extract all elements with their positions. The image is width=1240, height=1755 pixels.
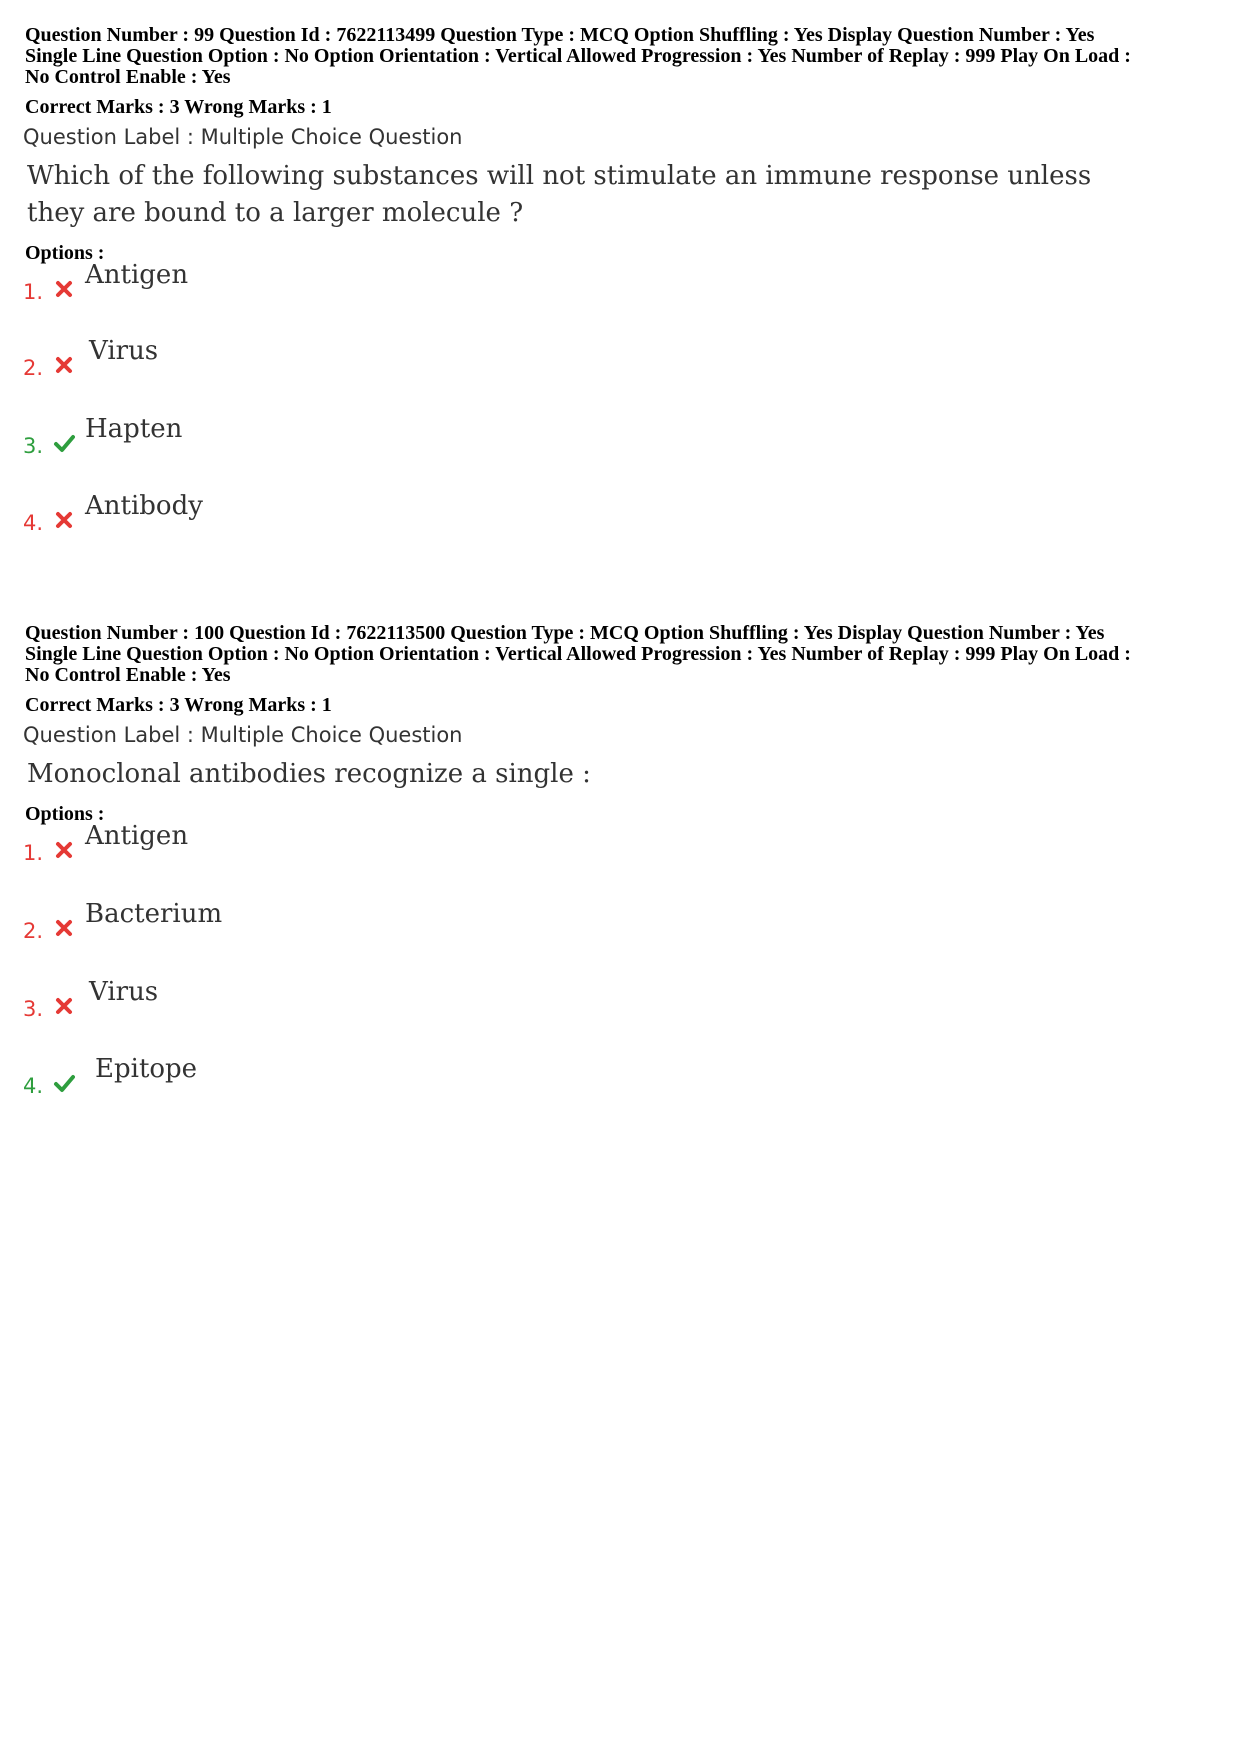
cross-icon bbox=[53, 354, 75, 376]
question-label: Question Label : Multiple Choice Question bbox=[23, 723, 463, 747]
option-text: Virus bbox=[89, 977, 159, 1007]
option-number: 1. bbox=[23, 841, 44, 865]
option-text: Epitope bbox=[95, 1054, 198, 1084]
check-icon bbox=[53, 432, 75, 454]
option-number: 2. bbox=[23, 919, 44, 943]
option-text: Antibody bbox=[85, 491, 203, 521]
option-text: Bacterium bbox=[85, 899, 223, 929]
option-number: 2. bbox=[23, 356, 44, 380]
meta-line: No Control Enable : Yes bbox=[25, 664, 231, 686]
cross-icon bbox=[53, 278, 75, 300]
meta-line: Question Number : 99 Question Id : 7622113499 Question Type : MCQ Option Shuffling : Yes Display Question Number : Yes bbox=[25, 24, 1095, 46]
marks-line: Correct Marks : 3 Wrong Marks : 1 bbox=[25, 694, 332, 716]
marks-line: Correct Marks : 3 Wrong Marks : 1 bbox=[25, 96, 332, 118]
question-text bbox=[27, 158, 1225, 232]
option-item bbox=[23, 977, 523, 1027]
cross-icon bbox=[53, 509, 75, 531]
option-number: 3. bbox=[23, 997, 44, 1021]
meta-line: Single Line Question Option : No Option Orientation : Vertical Allowed Progression : Yes Number of Replay : 999 Play On Load : bbox=[25, 643, 1131, 665]
option-item bbox=[23, 1054, 523, 1104]
question-text bbox=[27, 756, 1225, 793]
meta-line: Single Line Question Option : No Option Orientation : Vertical Allowed Progression : Yes Number of Replay : 999 Play On Load : bbox=[25, 45, 1131, 67]
cross-icon bbox=[53, 839, 75, 861]
cross-icon bbox=[53, 917, 75, 939]
option-text: Virus bbox=[89, 336, 159, 366]
question-text-line: they are bound to a larger molecule ? bbox=[27, 198, 524, 228]
question-meta bbox=[25, 623, 1225, 686]
option-item bbox=[23, 491, 523, 541]
question-meta bbox=[25, 25, 1225, 88]
option-text: Hapten bbox=[85, 414, 183, 444]
option-number: 4. bbox=[23, 1074, 44, 1098]
option-item bbox=[23, 260, 523, 310]
options-heading: Options : bbox=[25, 242, 105, 264]
question-text-line: Monoclonal antibodies recognize a single : bbox=[27, 759, 591, 789]
option-number: 4. bbox=[23, 511, 44, 535]
question-label: Question Label : Multiple Choice Question bbox=[23, 125, 463, 149]
option-number: 3. bbox=[23, 434, 44, 458]
check-icon bbox=[53, 1072, 75, 1094]
option-number: 1. bbox=[23, 280, 44, 304]
option-item bbox=[23, 336, 523, 386]
cross-icon bbox=[53, 995, 75, 1017]
options-heading: Options : bbox=[25, 803, 105, 825]
option-item bbox=[23, 821, 523, 871]
meta-line: No Control Enable : Yes bbox=[25, 66, 231, 88]
question-text-line: Which of the following substances will not stimulate an immune response unless bbox=[27, 161, 1092, 191]
question-block bbox=[23, 622, 1225, 1098]
option-text: Antigen bbox=[85, 260, 189, 290]
meta-line: Question Number : 100 Question Id : 7622113500 Question Type : MCQ Option Shuffling : Yes Display Question Number : Yes bbox=[25, 622, 1105, 644]
question-block bbox=[23, 24, 1225, 535]
option-item bbox=[23, 899, 523, 949]
option-item bbox=[23, 414, 523, 464]
option-text: Antigen bbox=[85, 821, 189, 851]
